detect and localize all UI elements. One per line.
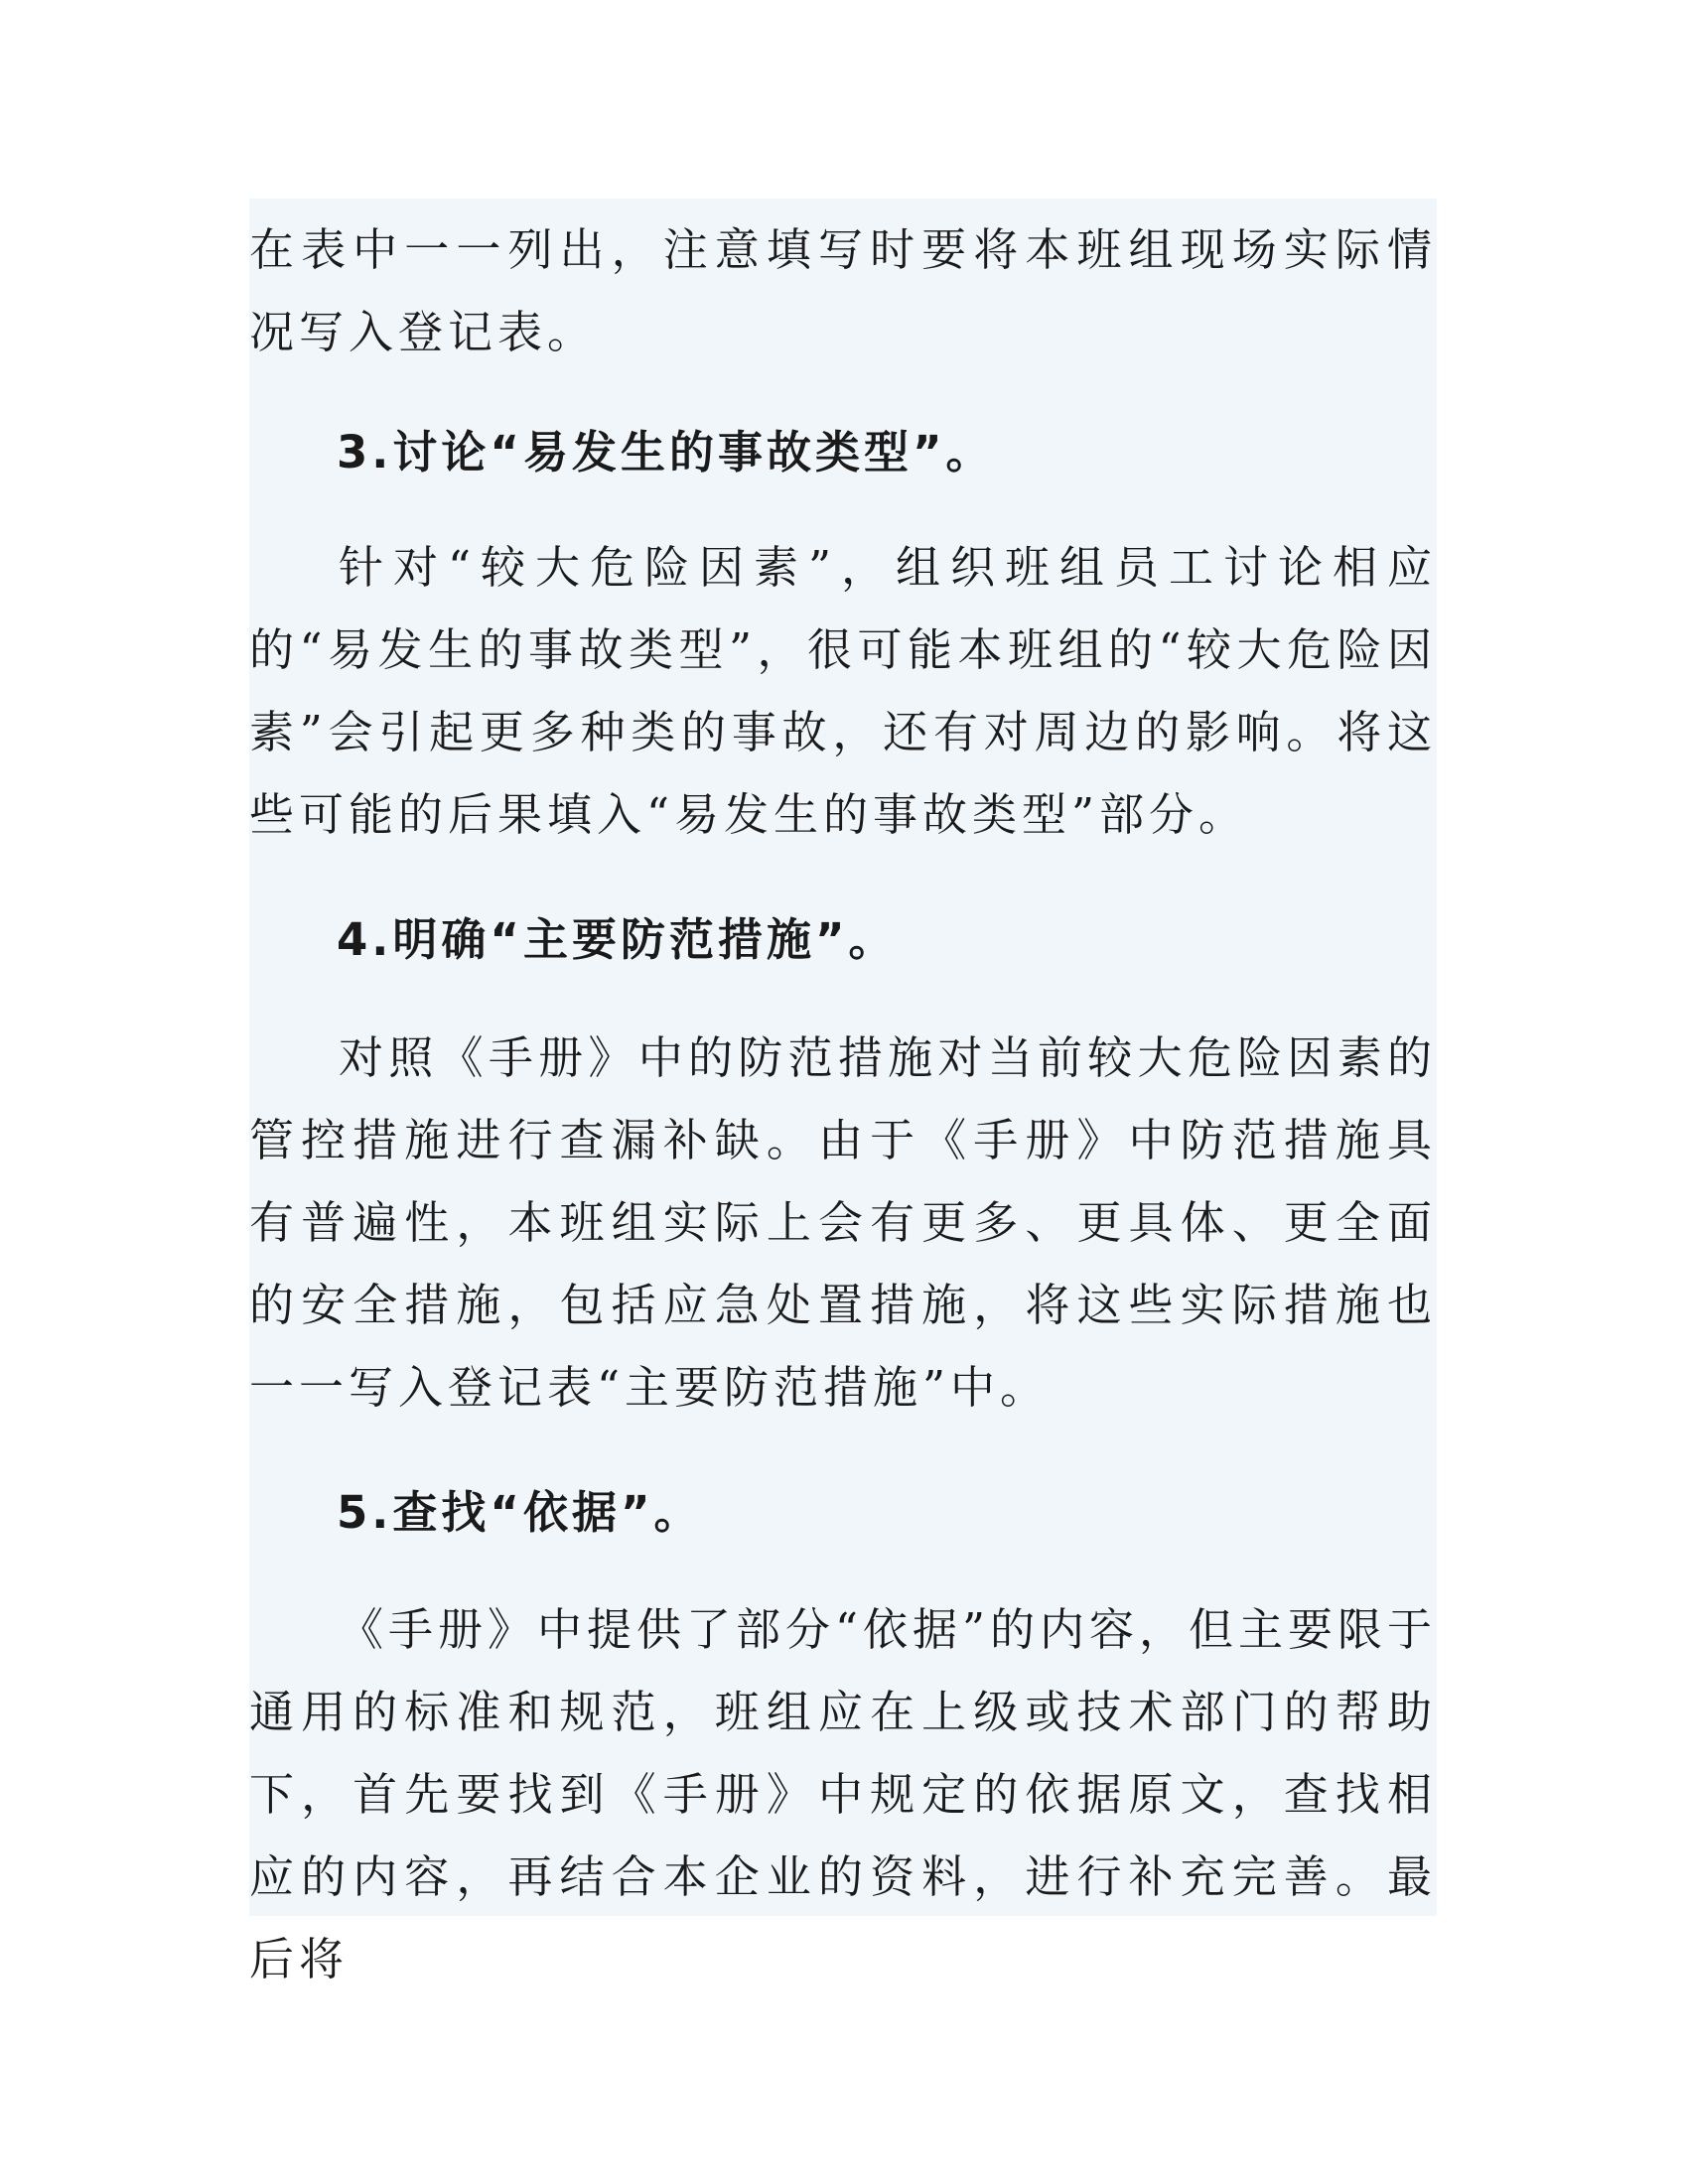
section-4-heading: 4.明确“主要防范措施”。 [337,913,898,966]
section-4-body: 对照《手册》中的防范措施对当前较大危险因素的管控措施进行查漏补缺。由于《手册》中防范措施具有普遍性，本班组实际上会有更多、更具体、更全面的安全措施，包括应急处置措施，将这些实际措施也一一写入登记表“主要防范措施”中。 [249,1031,1437,1414]
section-5-body: 《手册》中提供了部分“依据”的内容，但主要限于通用的标准和规范，班组应在上级或技术部门的帮助下，首先要找到《手册》中规定的依据原文，查找相应的内容，再结合本企业的资料，进行补充完善。最后将 [249,1603,1438,1985]
paragraph-continued: 在表中一一列出，注意填写时要将本班组现场实际情况写入登记表。 [249,223,1437,358]
section-3-body: 针对“较大危险因素”，组织班组员工讨论相应的“易发生的事故类型”，很可能本班组的“较大危险因素”会引起更多种类的事故，还有对周边的影响。将这些可能的后果填入“易发生的事故类型”部分。 [249,541,1437,841]
section-3-heading: 3.讨论“易发生的事故类型”。 [337,426,995,478]
text-block [249,199,1438,1985]
section-5-heading: 5.查找“依据”。 [337,1486,703,1539]
